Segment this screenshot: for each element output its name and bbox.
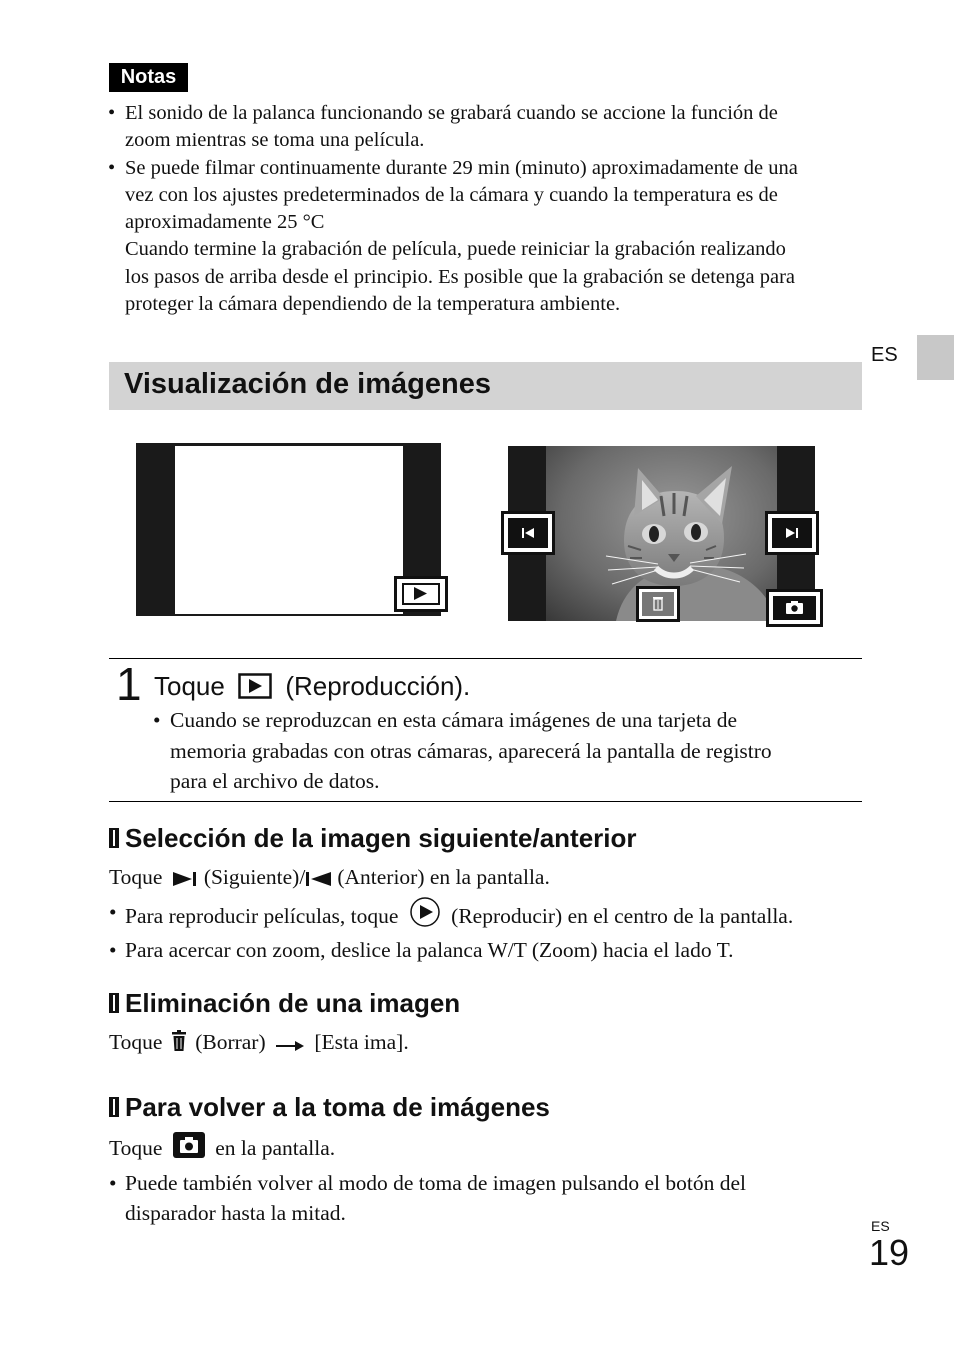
language-tab [917,335,954,380]
notes-badge: Notas [109,63,188,92]
playback-icon [402,583,440,605]
next-button[interactable] [765,511,819,555]
section-marker-icon [109,828,119,848]
camera-icon [773,596,816,620]
previous-icon [508,518,548,548]
section-title: Visualización de imágenes [124,368,491,400]
next-icon [172,866,200,897]
page-number: 19 [869,1232,910,1273]
camera-icon [172,1131,206,1168]
step-note: • Cuando se reproduzcan en esta cámara imágenes de una tarjeta de memoria grabadas con otras cámaras, aparecerá la pantalla de registro para el archivo de datos. [153,705,858,797]
delete-button[interactable] [636,586,680,622]
trash-icon [170,1029,188,1062]
subsection-body: Toque (Siguiente)/ (Anterior) en la pantalla. • Para reproducir películas, toque (Reproducir) en el centro de la pantalla. • Para acercar con zoom, deslice la palanca W/T (Zoom) hacia el lado T. [109,862,869,966]
previous-icon [305,866,333,897]
notes-list [108,100,868,318]
playback-button-illustration [394,576,448,612]
section-header [109,362,862,410]
language-label: ES [871,344,898,366]
subsection-title: Para volver a la toma de imágenes [109,1092,550,1123]
shooting-mode-button[interactable] [766,589,823,627]
step-rule-bottom [109,801,862,802]
note-item: • El sonido de la palanca funcionando se grabará cuando se accione la función de zoom mientras se toma una película. [108,100,868,155]
play-circle-icon [408,897,442,936]
step-number: 1 [116,658,142,710]
step-title: Toque (Reproducción). [154,671,470,706]
note-item: • Se puede filmar continuamente durante 29 min (minuto) aproximadamente de una vez con los ajustes predeterminados de la cámara y cuando la temperatura es de aproximadamente 25 °C Cuando termine la grabación de película, puede reiniciar la grabación realizando los pasos de arriba desde el principio. Es posible que la grabación se detenga para proteger la cámara dependiendo de la temperatura ambiente. [108,155,868,319]
subsection-title: Selección de la imagen siguiente/anterior [109,823,637,854]
section-marker-icon [109,1097,119,1117]
next-icon [772,518,812,548]
previous-button[interactable] [501,511,555,555]
subsection-body: Toque en la pantalla. • Puede también volver al modo de toma de imagen pulsando el botón del disparador hasta la mitad. [109,1131,869,1229]
section-marker-icon [109,993,119,1013]
footer-language: ES [871,1218,890,1234]
arrow-right-icon [275,1031,305,1062]
screen-viewfinder [175,446,403,614]
step-rule-top [109,658,862,659]
subsection-title: Eliminación de una imagen [109,988,460,1019]
playback-icon [238,673,272,706]
subsection-body: Toque (Borrar) [Esta ima]. [109,1027,869,1062]
trash-icon [642,592,674,616]
